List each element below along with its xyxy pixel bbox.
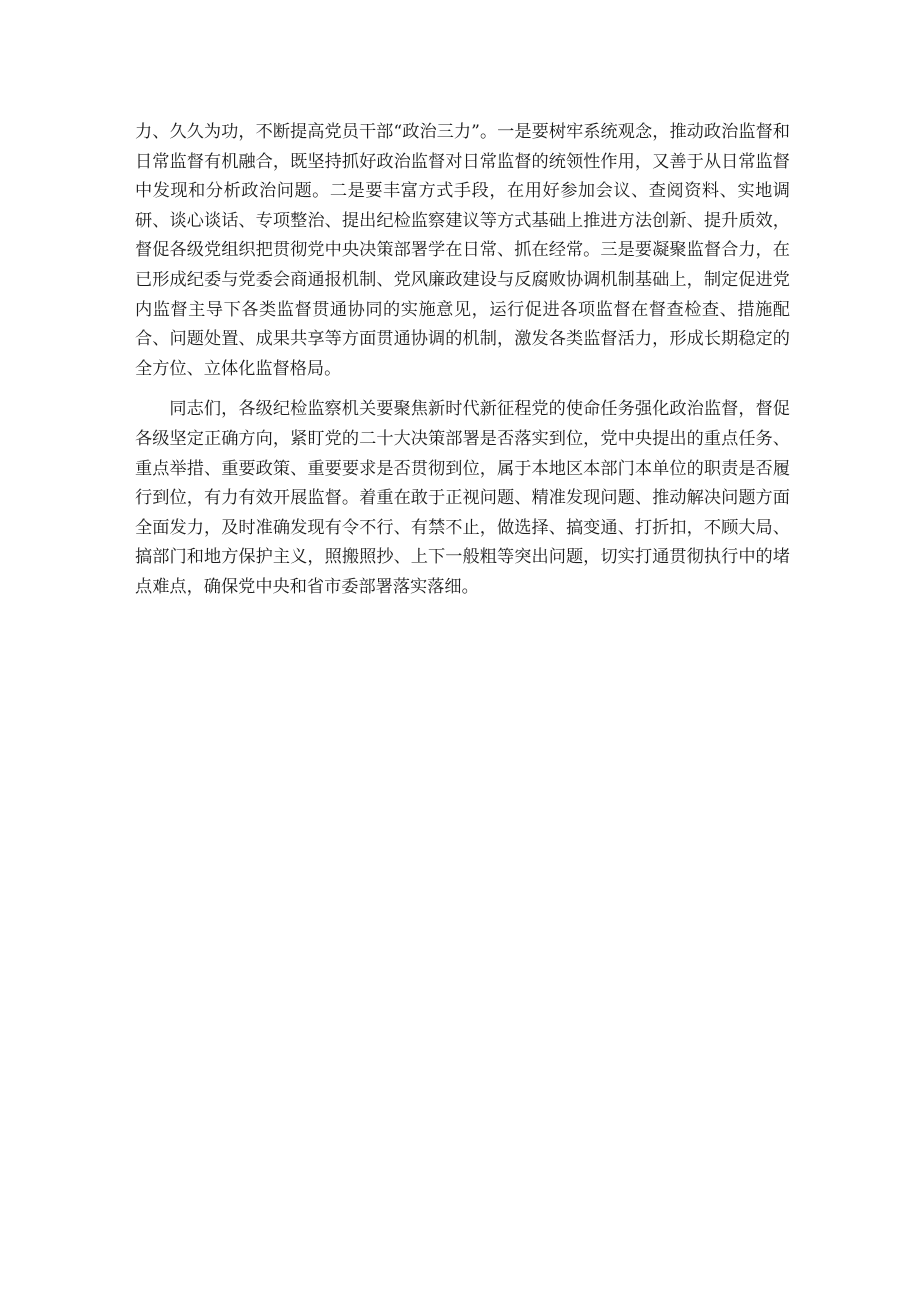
paragraph-continuation: 力、久久为功，不断提高党员干部“政治三力”。一是要树牢系统观念，推动政治监督和日常监督有机融合，既坚持抓好政治监督对日常监督的统领性作用，又善于从日常监督中发现和分析政治问题。二是要丰富方式手段，在用好参加会议、查阅资料、实地调研、谈心谈话、专项整治、提出纪检监察建议等方式基础上推进方法创新、提升质效，督促各级党组织把贯彻党中央决策部署学在日常、抓在经常。三是要凝聚监督合力，在已形成纪委与党委会商通报机制、党风廉政建设与反腐败协调机制基础上，制定促进党内监督主导下各类监督贯通协同的实施意见，运行促进各项监督在督查检查、措施配合、问题处置、成果共享等方面贯通协调的机制，激发各类监督活力，形成长期稳定的全方位、立体化监督格局。	[135, 122, 790, 379]
document-body	[135, 118, 790, 603]
paragraph-comrades: 同志们，各级纪检监察机关要聚焦新时代新征程党的使命任务强化政治监督，督促各级坚定正确方向，紧盯党的二十大决策部署是否落实到位，党中央提出的重点任务、重点举措、重要政策、重要要求是否贯彻到位，属于本地区本部门本单位的职责是否履行到位，有力有效开展监督。着重在敢于正视问题、精准发现问题、推动解决问题方面全面发力，及时准确发现有令不行、有禁不止，做选择、搞变通、打折扣，不顾大局、搞部门和地方保护主义，照搬照抄、上下一般粗等突出问题，切实打通贯彻执行中的堵点难点，确保党中央和省市委部署落实落细。	[135, 399, 790, 597]
